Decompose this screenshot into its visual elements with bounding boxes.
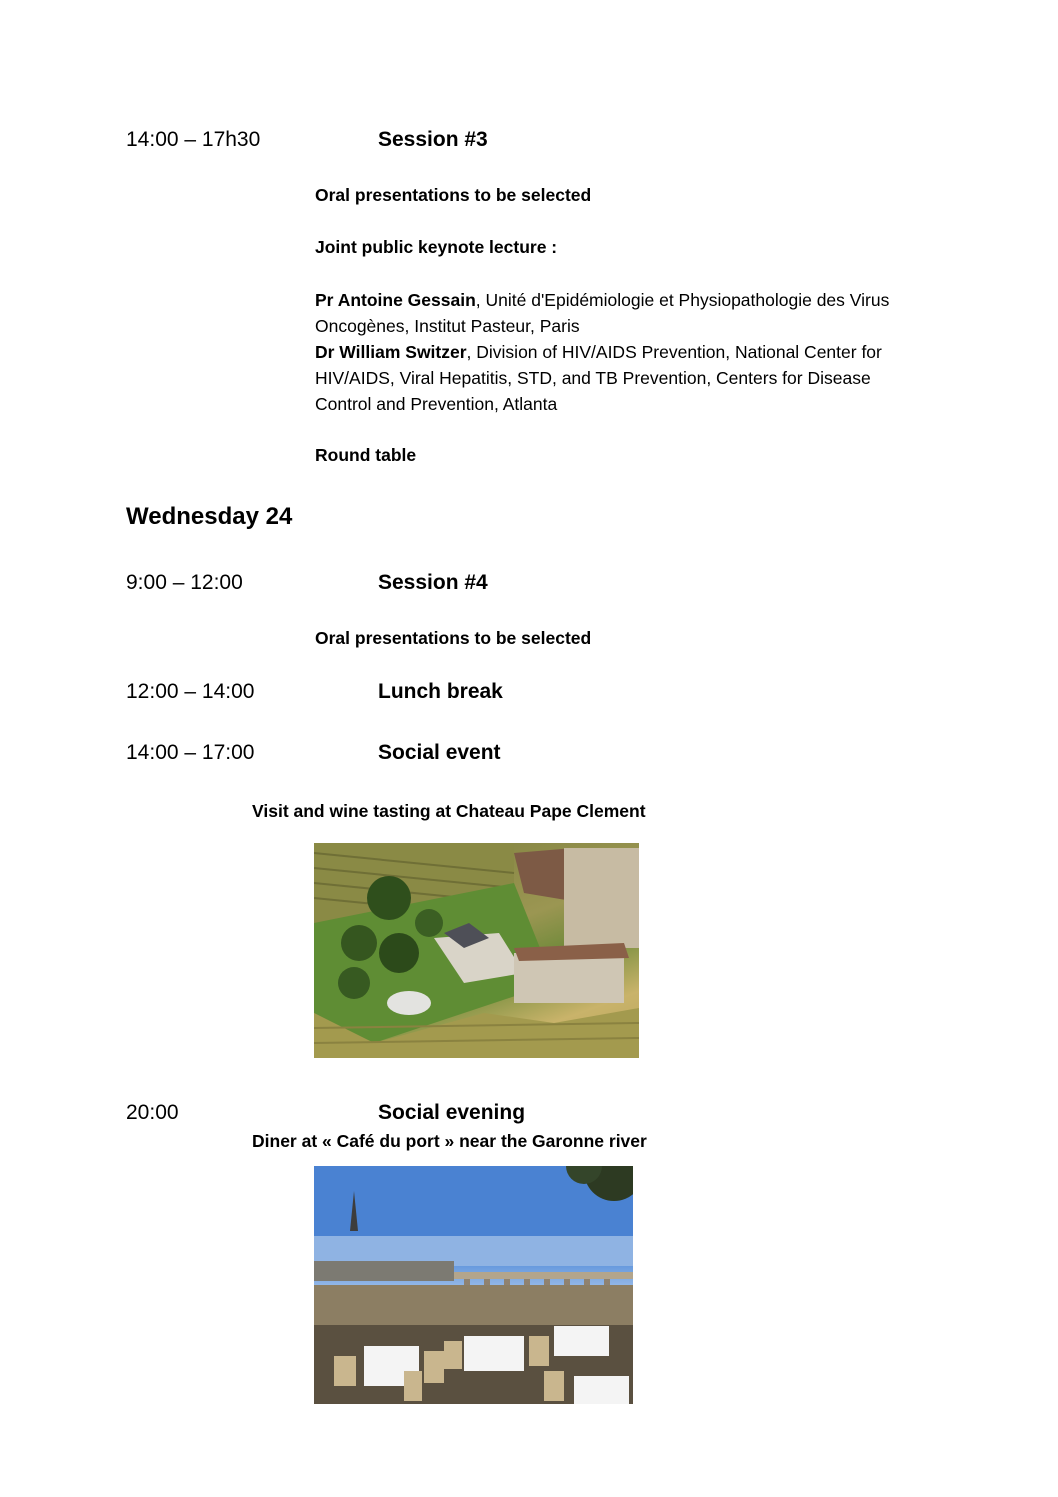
social-event-time: 14:00 – 17:00 — [126, 741, 255, 764]
chateau-photo-illustration — [314, 843, 639, 1058]
river-photo — [314, 1166, 633, 1404]
session3-title: Session #3 — [378, 128, 488, 151]
speaker-2 — [315, 339, 915, 417]
social-evening-title: Social evening — [378, 1101, 526, 1124]
session3-oral: Oral presentations to be selected — [315, 185, 592, 205]
lunch-title: Lunch break — [378, 680, 503, 703]
session4-time: 9:00 – 12:00 — [126, 571, 243, 594]
round-table: Round table — [315, 445, 417, 465]
session3-time: 14:00 – 17h30 — [126, 128, 261, 151]
day-heading: Wednesday 24 — [126, 503, 293, 530]
speaker-1-affiliation: , Unité d'Epidémiologie et Physiopathologie des Virus Oncogènes, Institut Pasteur, Paris — [315, 290, 890, 336]
chateau-photo — [314, 843, 639, 1058]
session4-title: Session #4 — [378, 571, 488, 594]
session4-oral: Oral presentations to be selected — [315, 628, 592, 648]
social-evening-description: Diner at « Café du port » near the Garonne river — [252, 1131, 647, 1151]
social-event-title: Social event — [378, 741, 501, 764]
speaker-1-name: Pr Antoine Gessain — [315, 290, 476, 310]
social-evening-time: 20:00 — [126, 1101, 179, 1124]
lunch-time: 12:00 – 14:00 — [126, 680, 255, 703]
speaker-2-name: Dr William Switzer — [315, 342, 467, 362]
river-photo-illustration — [314, 1166, 633, 1404]
social-event-description: Visit and wine tasting at Chateau Pape Clement — [252, 801, 646, 821]
speaker-2-affiliation: , Division of HIV/AIDS Prevention, National Center for HIV/AIDS, Viral Hepatitis, STD, and TB Prevention, Centers for Disease Control and Prevention, Atlanta — [315, 342, 882, 414]
keynote-heading: Joint public keynote lecture : — [315, 237, 558, 257]
speaker-1 — [315, 287, 915, 339]
